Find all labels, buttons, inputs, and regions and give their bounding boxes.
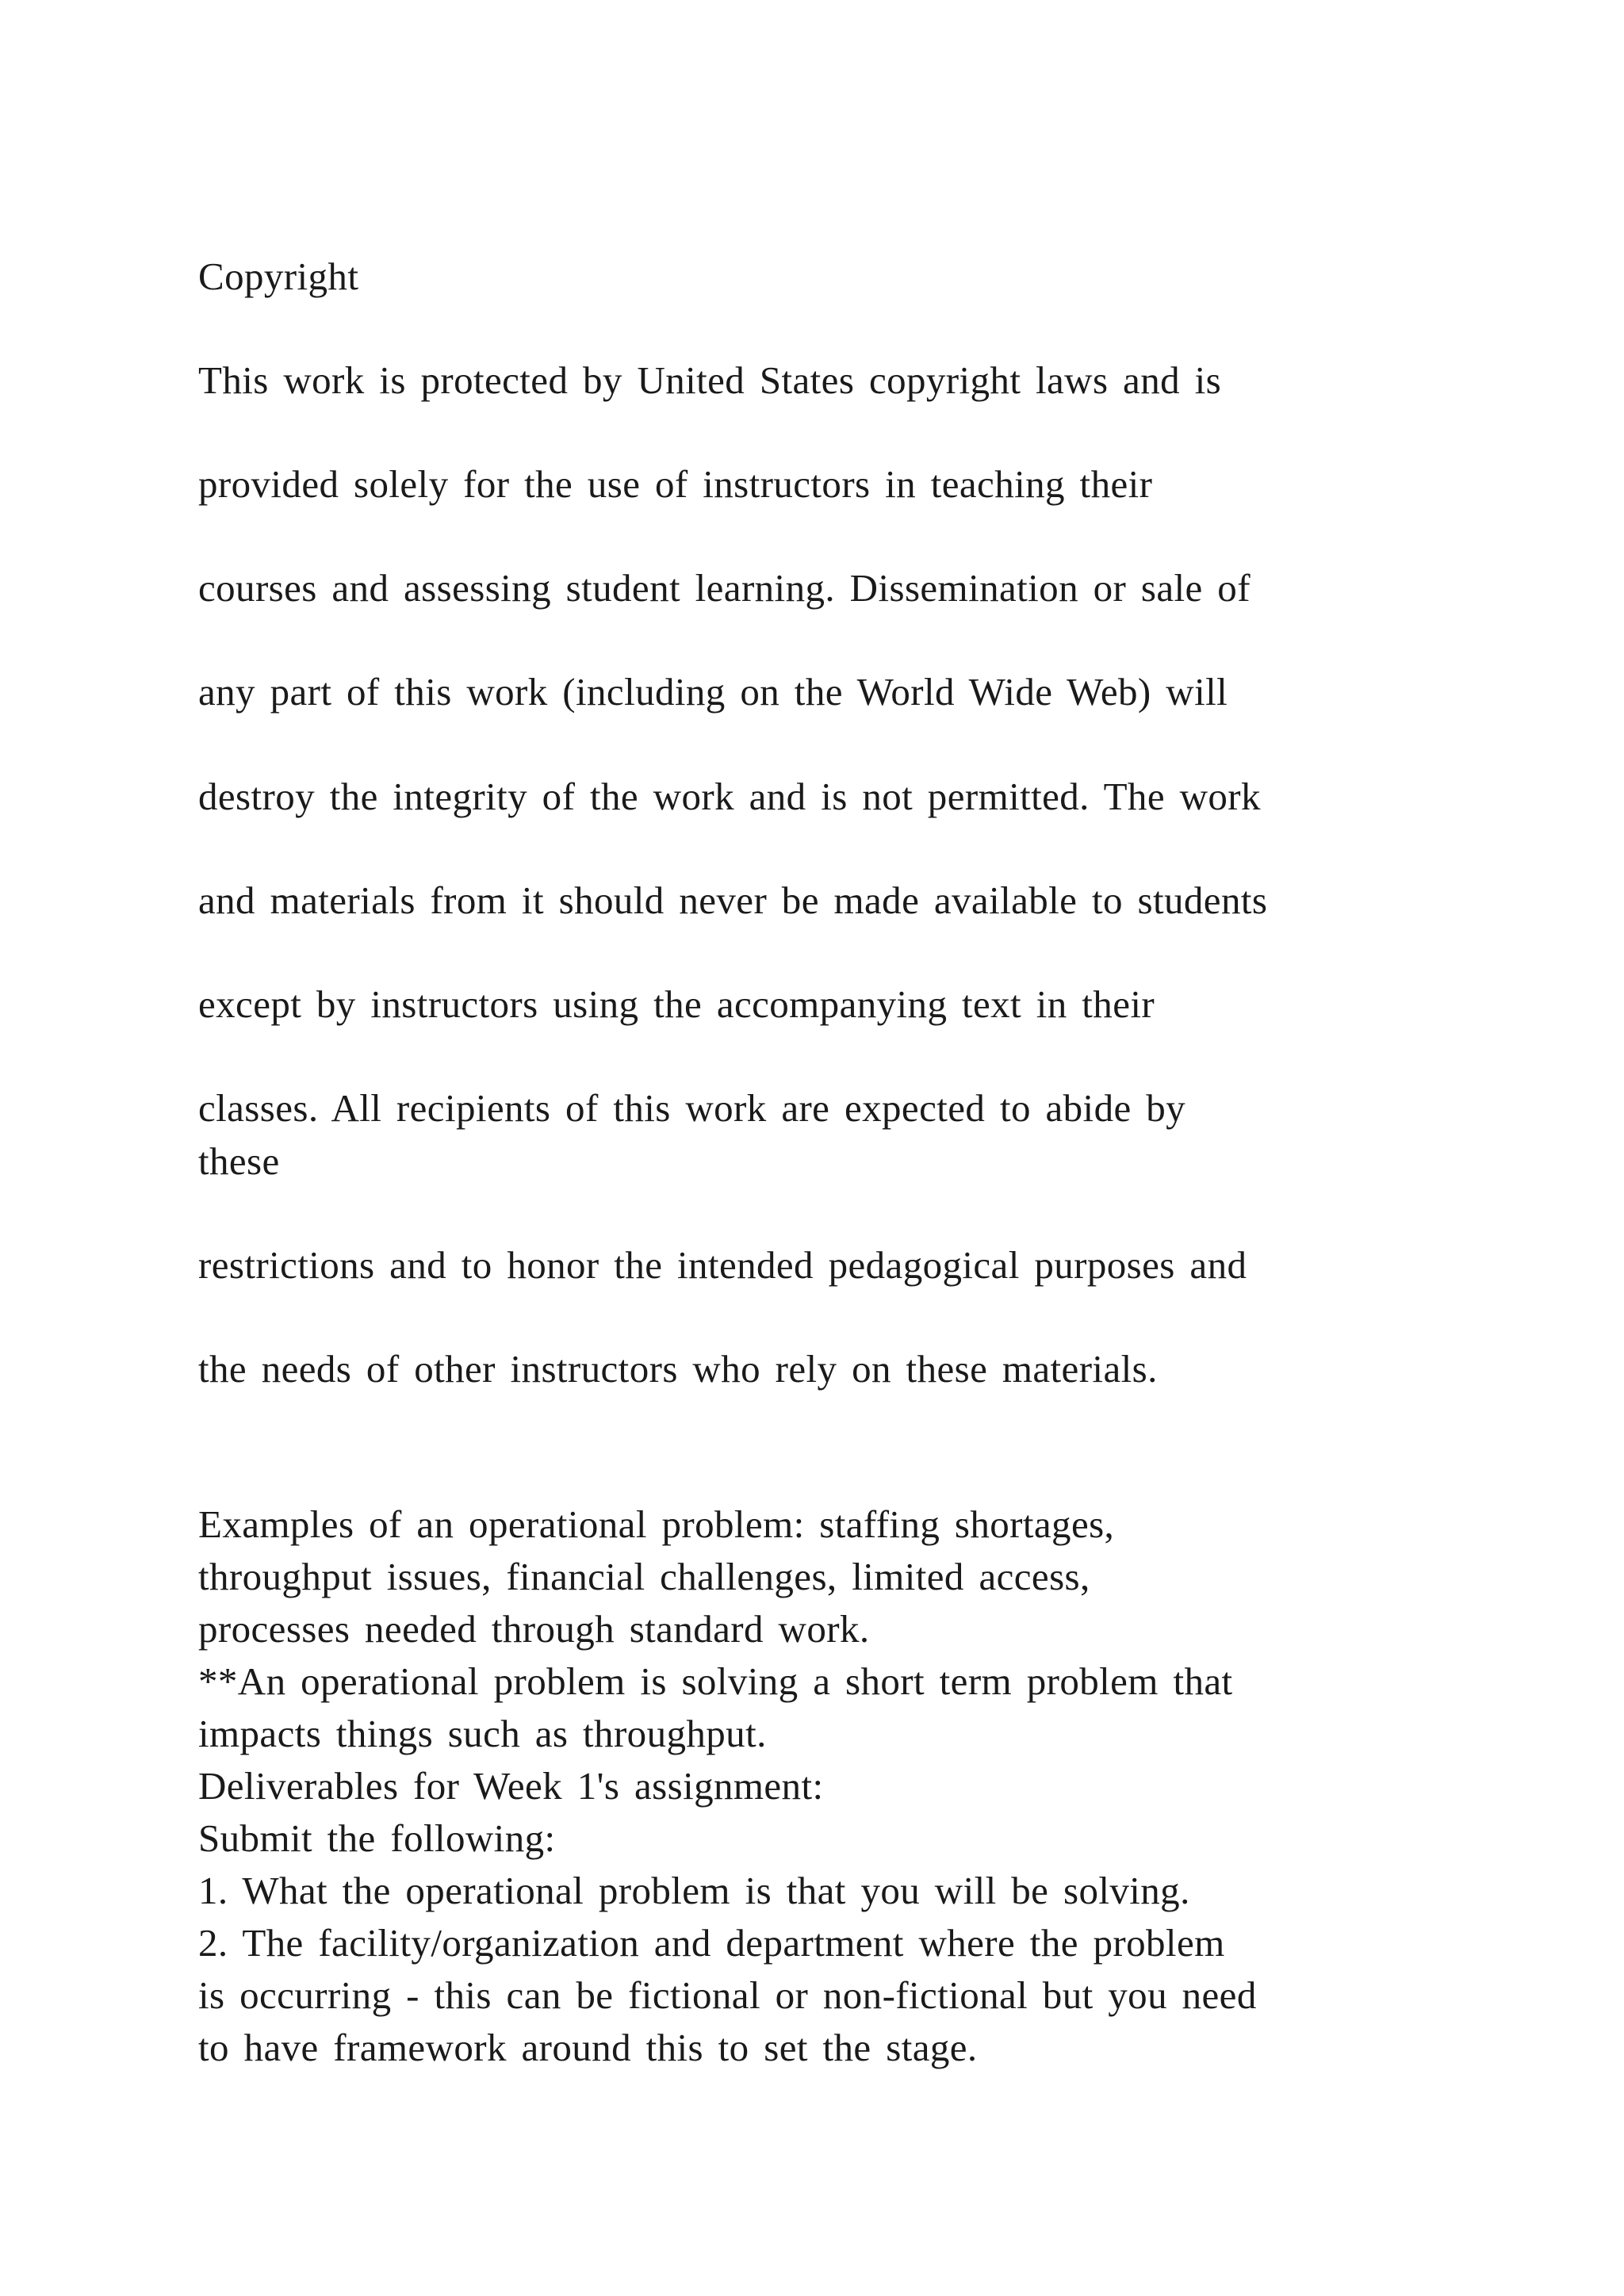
- assignment-line: 2. The facility/organization and department where the problem: [198, 1921, 1225, 1965]
- paragraph-line: restrictions and to honor the intended pedagogical purposes and: [198, 1243, 1247, 1287]
- assignment-line: **An operational problem is solving a short term problem that: [198, 1659, 1233, 1703]
- assignment-line: to have framework around this to set the stage.: [198, 2026, 978, 2069]
- paragraph-line: provided solely for the use of instructors in teaching their: [198, 462, 1153, 506]
- assignment-line: Deliverables for Week 1's assignment:: [198, 1764, 824, 1808]
- assignment-line: impacts things such as throughput.: [198, 1712, 767, 1755]
- paragraph-line: any part of this work (including on the World Wide Web) will: [198, 670, 1228, 714]
- paragraph-line: courses and assessing student learning. Dissemination or sale of: [198, 566, 1251, 610]
- assignment-line: is occurring - this can be fictional or non-fictional but you need: [198, 1973, 1257, 2017]
- paragraph-line: This work is protected by United States copyright laws and is: [198, 358, 1222, 402]
- assignment-line: Examples of an operational problem: staffing shortages,: [198, 1502, 1115, 1546]
- assignment-line: processes needed through standard work.: [198, 1607, 870, 1651]
- paragraph-line: except by instructors using the accompanying text in their: [198, 982, 1155, 1026]
- paragraph-line: classes. All recipients of this work are expected to abide by: [198, 1086, 1186, 1130]
- paragraph-line: destroy the integrity of the work and is not permitted. The work: [198, 775, 1261, 818]
- paragraph-line: the needs of other instructors who rely on these materials.: [198, 1347, 1158, 1391]
- assignment-line: 1. What the operational problem is that you will be solving.: [198, 1869, 1190, 1912]
- document-heading: Copyright: [198, 254, 359, 298]
- paragraph-line: and materials from it should never be made available to students: [198, 878, 1268, 922]
- paragraph-line: these: [198, 1139, 280, 1183]
- assignment-line: throughput issues, financial challenges, limited access,: [198, 1555, 1090, 1598]
- assignment-line: Submit the following:: [198, 1816, 556, 1860]
